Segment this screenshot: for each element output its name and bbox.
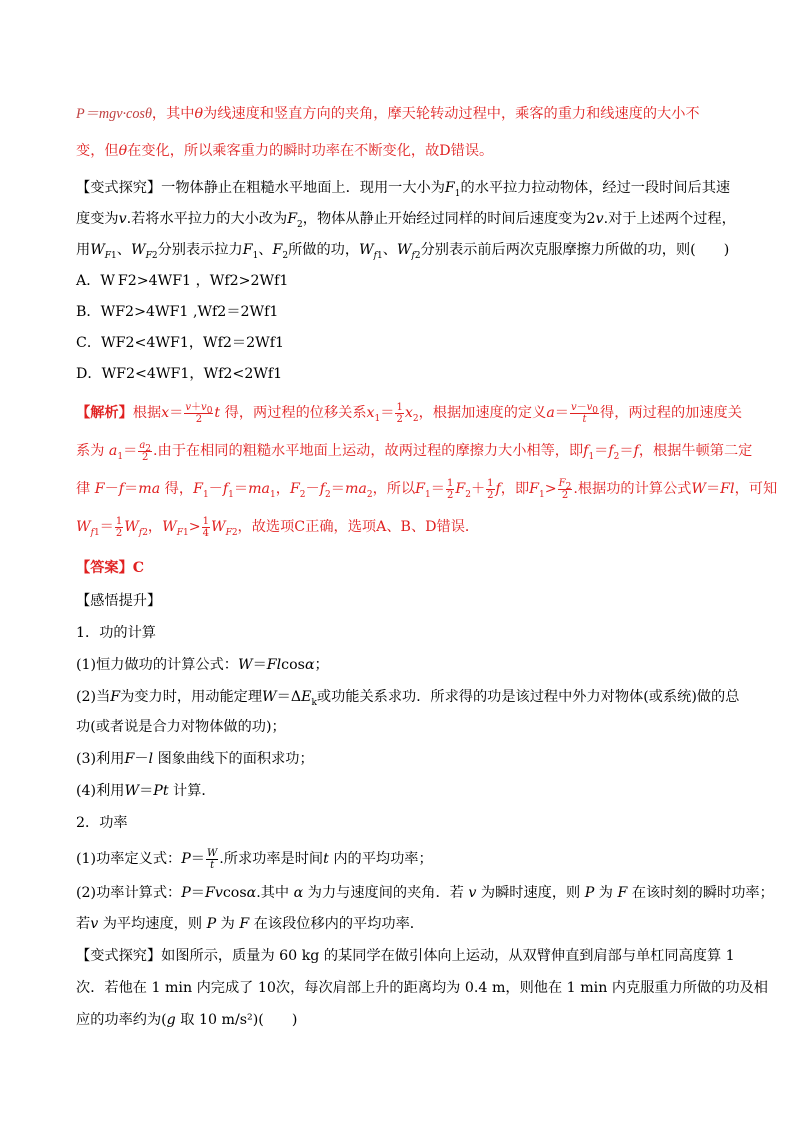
power-item-1: (1)功率定义式：P＝ $\frac{W}{t}$ .所求功率是时间t 内的平均功率； bbox=[76, 847, 433, 871]
power-item-2: (2)功率计算式：P＝Fvcosα.其中 α 为力与速度间的夹角．若 v 为瞬时速度，则 P 为 F 在该时刻的瞬时功率； bbox=[76, 885, 774, 901]
summary-item-4: (4)利用W＝Pt 计算． bbox=[76, 783, 216, 799]
analysis-line-1: 【解析】根据x＝ $\frac{v+v_0}{2}$ t 得，两过程的位移关系$x_1=$ $\frac{1}{2}$ $x_2$，根据加速度的定义a＝ $\frac{v-v_0}{t}$ 得，两过程的加速度关 bbox=[76, 401, 742, 425]
analysis-line-4: $W_{f1}=$ $\frac{1}{2}$ $W_{f2}$，$W_{F1}>$ $\frac{1}{4}$ $W_{F2}$，故选项C正确，选项A、B、D错误． bbox=[76, 515, 480, 539]
question-1-line-3: 用$W_{F1}$、$W_{F2}$分别表示拉力$F_1$、$F_2$所做的功，$W_{f1}$、$W_{f2}$分别表示前后两次克服摩擦力所做的功，则( ) bbox=[76, 242, 730, 261]
analysis-line-2: 系为 $a_1=$ $\frac{a_2}{2}$ .由于在相同的粗糙水平地面上运动，故两过程的摩擦力大小相等，即$f_1=f_2=f$，根据牛顿第二定 bbox=[76, 439, 753, 463]
summary-heading-1: 1．功的计算 bbox=[76, 625, 156, 641]
question-tag: 【变式探究】 bbox=[76, 948, 162, 964]
question-2-line-1: 【变式探究】如图所示，质量为 60 kg 的某同学在做引体向上运动，从双臂伸直到肩部与单杠同高度算 1 bbox=[76, 948, 735, 964]
option-c: C．WF2<4WF1，Wf2＝2Wf1 bbox=[76, 335, 284, 351]
option-d: D．WF2<4WF1，Wf2<2Wf1 bbox=[76, 366, 283, 382]
option-a: A．W F2>4WF1 ，Wf2>2Wf1 bbox=[76, 273, 289, 289]
analysis-line-3: 律 F－f＝ma 得，$F_1-f_1=ma_1$，$F_2-f_2=ma_2$，所以$F_1=$ $\frac{1}{2}$ $F_2+$ $\frac{1}{2}$ f，即$F_1>$ $\frac{F_2}{2}$ .根据功的计算公式W＝Fl，可知 bbox=[76, 477, 778, 501]
question-1-line-1: 【变式探究】一物体静止在粗糙水平地面上．现用一大小为$F_1$的水平拉力拉动物体，经过一段时间后其速 bbox=[76, 180, 731, 199]
analysis-tag: 【解析】 bbox=[76, 405, 133, 421]
summary-item-1: (1)恒力做功的计算公式：W＝Flcosα； bbox=[76, 657, 329, 673]
power-item-2-cont: 若v 为平均速度，则 P 为 F 在该段位移内的平均功率． bbox=[76, 916, 424, 932]
question-1-line-2: 度变为v.若将水平拉力的大小改为$F_2$，物体从静止开始经过同样的时间后速度变为2v.对于上述两个过程， bbox=[76, 211, 736, 230]
question-2-line-3: 应的功率约为(g 取 10 m/s²)( ) bbox=[76, 1012, 298, 1028]
answer-tag: 【答案】 bbox=[76, 560, 133, 576]
formula-power: P＝mgv·cosθ bbox=[76, 106, 152, 122]
question-2-line-2: 次．若他在 1 min 内完成了 10次，每次肩部上升的距离均为 0.4 m，则他在 1 min 内克服重力所做的功及相 bbox=[76, 980, 768, 996]
explanation-line-2: 变，但θ在变化，所以乘客重力的瞬时功率在不断变化，故D错误。 bbox=[76, 143, 494, 159]
question-tag: 【变式探究】 bbox=[76, 180, 162, 196]
answer-line bbox=[76, 557, 734, 579]
summary-item-2: (2)当F为变力时，用动能定理$W=\Delta E_k$或功能关系求功．所求得的功是该过程中外力对物体(或系统)做的总 bbox=[76, 689, 740, 708]
summary-item-3: (3)利用F－l 图象曲线下的面积求功； bbox=[76, 751, 314, 767]
answer-value: C bbox=[132, 560, 145, 576]
summary-heading-2: 2．功率 bbox=[76, 815, 128, 831]
summary-item-2-cont: 功(或者说是合力对物体做的功)； bbox=[76, 719, 286, 735]
option-b: B．WF2>4WF1 ,Wf2＝2Wf1 bbox=[76, 304, 279, 320]
explanation-line-1: P＝mgv·cosθ，其中θ为线速度和竖直方向的夹角，摩天轮转动过程中，乘客的重力和线速度的大小不 bbox=[76, 106, 700, 122]
summary-heading: 【感悟提升】 bbox=[76, 593, 162, 609]
